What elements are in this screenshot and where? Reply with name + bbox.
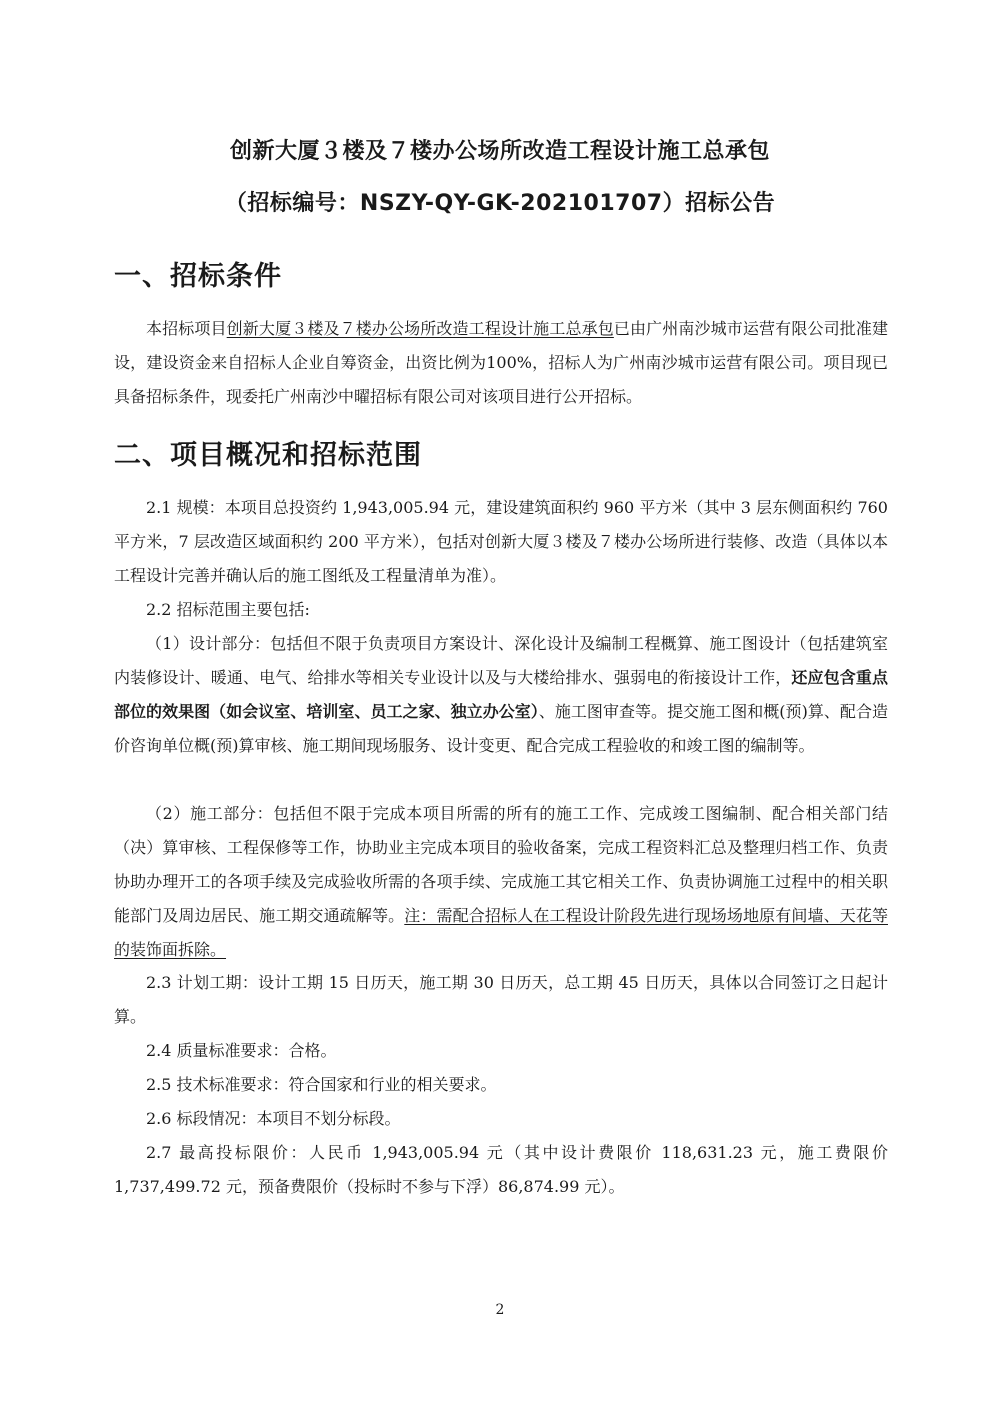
section-1-paragraph [114, 312, 888, 414]
design-rest: 、施工图审查等。提交施工图和概(预)算、配合造价咨询单位概(预)算审核、施工期间现场服务、设计变更、配合完成工程验收的和竣工图的编制等。 [114, 702, 888, 755]
page-number: 2 [495, 1302, 505, 1318]
item-2-4-paragraph: 2.4 质量标准要求：合格。 [146, 1041, 337, 1060]
construction-lead: （2）施工部分：包括但不限于完成本项目所需的所有的施工工作、完成竣工图编制、配合相关部门结（决）算审核、工程保修等工作，协助业主完成本项目的验收备案，完成工程资料汇总及整理归档工作、负责协助办理开工的各项手续及完成验收所需的各项手续、完成施工其它相关工作、负责协调施工过程中的相关职能部门及周边居民、施工期交通疏解等。 [114, 804, 888, 925]
item-2-2-paragraph: 2.2 招标范围主要包括: [146, 600, 310, 619]
intro-lead: 本招标项目 [146, 319, 227, 338]
construction-note-underlined: 注：需配合招标人在工程设计阶段先进行现场场地原有间墙、天花等的装饰面拆除。 [114, 906, 888, 959]
section-heading-1: 一、招标条件 [114, 261, 282, 292]
item-2-6-paragraph: 2.6 标段情况：本项目不划分标段。 [146, 1109, 401, 1128]
design-lead: （1）设计部分：包括但不限于负责项目方案设计、深化设计及编制工程概算、施工图设计（包括建筑室内装修设计、暖通、电气、给排水等相关专业设计以及与大楼给排水、强弱电的衔接设计工作， [114, 634, 888, 687]
item-2-2-construction-paragraph [114, 797, 888, 967]
intro-rest: 已由广州南沙城市运营有限公司批准建设，建设资金来自招标人企业自筹资金，出资比例为100%，招标人为广州南沙城市运营有限公司。项目现已具备招标条件，现委托广州南沙中曜招标有限公司对该项目进行公开招标。 [114, 319, 888, 406]
item-2-1-paragraph: 2.1 规模：本项目总投资约 1,943,005.94 元，建设建筑面积约 960 平方米（其中 3 层东侧面积约 760 平方米，7 层改造区域面积约 200 平方米），包括对创新大厦３楼及７楼办公场所进行装修、改造（具体以本工程设计完善并确认后的施工图纸及工程量清单为准）。 [114, 498, 888, 585]
design-bold-text: 还应包含重点部位的效果图（如会议室、培训室、员工之家、独立办公室） [114, 668, 888, 721]
document-title: 创新大厦３楼及７楼办公场所改造工程设计施工总承包 [229, 139, 770, 164]
item-2-2-design-paragraph [114, 627, 888, 763]
item-2-3-paragraph: 2.3 计划工期：设计工期 15 日历天，施工期 30 日历天，总工期 45 日历天，具体以合同签订之日起计算。 [114, 973, 888, 1026]
item-2-5-paragraph: 2.5 技术标准要求：符合国家和行业的相关要求。 [146, 1075, 497, 1094]
section-heading-2: 二、项目概况和招标范围 [114, 440, 422, 471]
document-subtitle: （招标编号：NSZY-QY-GK-202101707）招标公告 [224, 191, 776, 216]
item-2-7-paragraph: 2.7 最高投标限价：人民币 1,943,005.94 元（其中设计费限价 118,631.23 元，施工费限价 1,737,499.72 元，预备费限价（投标时不参与下浮）86,874.99 元）。 [114, 1143, 888, 1196]
project-name-underlined: 创新大厦３楼及７楼办公场所改造工程设计施工总承包 [226, 319, 614, 338]
